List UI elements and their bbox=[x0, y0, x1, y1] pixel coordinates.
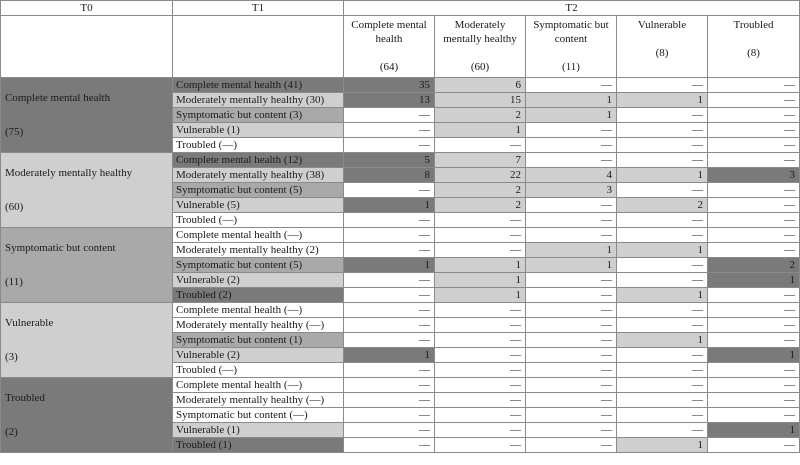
t2-value-cell: — bbox=[344, 393, 435, 408]
t2-value-cell: — bbox=[617, 393, 708, 408]
t1-label-cell: Moderately mentally healthy (30) bbox=[173, 93, 344, 108]
t0-group-cell bbox=[1, 228, 173, 303]
t1-label-cell: Moderately mentally healthy (—) bbox=[173, 318, 344, 333]
t2-value-cell: — bbox=[435, 348, 526, 363]
table-body bbox=[1, 78, 800, 453]
t2-value-cell: — bbox=[344, 108, 435, 123]
t1-label-cell: Complete mental health (—) bbox=[173, 378, 344, 393]
t1-label-cell: Complete mental health (—) bbox=[173, 303, 344, 318]
t2-value-cell: — bbox=[435, 228, 526, 243]
t2-value-cell: — bbox=[708, 93, 800, 108]
t2-value-cell: — bbox=[708, 78, 800, 93]
t1-label-cell: Troubled (—) bbox=[173, 363, 344, 378]
t2-col-count: (64) bbox=[379, 61, 399, 73]
t2-value-cell: — bbox=[435, 333, 526, 348]
t2-value-cell: 1 bbox=[435, 288, 526, 303]
t2-value-cell: — bbox=[435, 393, 526, 408]
t2-value-cell: — bbox=[435, 363, 526, 378]
t2-value-cell: 1 bbox=[526, 243, 617, 258]
t0-group-count: (11) bbox=[5, 276, 23, 288]
t2-value-cell: — bbox=[526, 363, 617, 378]
t0-group-count: (2) bbox=[5, 426, 18, 438]
t2-value-cell: — bbox=[526, 138, 617, 153]
t2-value-cell: — bbox=[344, 183, 435, 198]
t0-group-label: Complete mental health bbox=[5, 92, 111, 104]
t2-value-cell: — bbox=[526, 123, 617, 138]
t2-value-cell: — bbox=[708, 438, 800, 453]
t2-value-cell: — bbox=[526, 213, 617, 228]
t2-col-count: (8) bbox=[747, 47, 760, 59]
t2-value-cell: — bbox=[617, 258, 708, 273]
t2-value-cell: 1 bbox=[526, 108, 617, 123]
t2-value-cell: — bbox=[617, 273, 708, 288]
t2-value-cell: — bbox=[526, 348, 617, 363]
t2-value-cell: — bbox=[617, 408, 708, 423]
t2-value-cell: — bbox=[617, 303, 708, 318]
t2-value-cell: — bbox=[708, 318, 800, 333]
t2-value-cell: — bbox=[526, 78, 617, 93]
t2-value-cell: — bbox=[344, 228, 435, 243]
t0-group-count: (60) bbox=[5, 201, 24, 213]
t2-value-cell: 35 bbox=[344, 78, 435, 93]
t2-value-cell: 22 bbox=[435, 168, 526, 183]
t1-label-cell: Vulnerable (2) bbox=[173, 273, 344, 288]
t2-value-cell: — bbox=[344, 408, 435, 423]
t2-col-label: Troubled bbox=[733, 19, 774, 31]
t2-value-cell: — bbox=[344, 288, 435, 303]
t2-value-cell: 1 bbox=[617, 438, 708, 453]
t2-value-cell: — bbox=[617, 153, 708, 168]
t1-label-cell: Symptomatic but content (5) bbox=[173, 258, 344, 273]
t2-value-cell: — bbox=[708, 108, 800, 123]
t2-value-cell: — bbox=[617, 138, 708, 153]
t0-header-blank bbox=[1, 16, 173, 78]
t2-col-count: (60) bbox=[470, 61, 490, 73]
t0-group-count: (3) bbox=[5, 351, 18, 363]
t2-value-cell: 1 bbox=[617, 93, 708, 108]
t2-value-cell: — bbox=[344, 273, 435, 288]
table-row bbox=[1, 303, 800, 318]
t2-value-cell: — bbox=[526, 333, 617, 348]
t2-value-cell: 1 bbox=[435, 258, 526, 273]
t2-value-cell: — bbox=[617, 318, 708, 333]
t2-value-cell: — bbox=[526, 303, 617, 318]
t2-value-cell: — bbox=[708, 213, 800, 228]
t2-value-cell: — bbox=[526, 318, 617, 333]
t2-value-cell: 2 bbox=[435, 198, 526, 213]
table-row bbox=[1, 378, 800, 393]
t2-value-cell: 1 bbox=[435, 273, 526, 288]
t2-value-cell: — bbox=[708, 153, 800, 168]
t1-label-cell: Symptomatic but content (3) bbox=[173, 108, 344, 123]
t2-value-cell: — bbox=[344, 303, 435, 318]
t2-col-moderate bbox=[435, 16, 526, 78]
t0-group-cell bbox=[1, 303, 173, 378]
t2-col-label: Moderately mentally healthy bbox=[443, 19, 517, 45]
t0-group-label: Moderately mentally healthy bbox=[5, 167, 133, 179]
t2-value-cell: 13 bbox=[344, 93, 435, 108]
t2-value-cell: — bbox=[435, 138, 526, 153]
t2-value-cell: 1 bbox=[708, 273, 800, 288]
t1-label-cell: Vulnerable (5) bbox=[173, 198, 344, 213]
t2-value-cell: — bbox=[708, 198, 800, 213]
t2-value-cell: — bbox=[617, 108, 708, 123]
t2-value-cell: 5 bbox=[344, 153, 435, 168]
t2-value-cell: — bbox=[526, 408, 617, 423]
t0-group-cell bbox=[1, 153, 173, 228]
t2-value-cell: — bbox=[344, 138, 435, 153]
t2-value-cell: — bbox=[708, 408, 800, 423]
t2-value-cell: 7 bbox=[435, 153, 526, 168]
t2-col-vulnerable bbox=[617, 16, 708, 78]
t2-col-troubled bbox=[708, 16, 800, 78]
t1-label-cell: Symptomatic but content (—) bbox=[173, 408, 344, 423]
t2-value-cell: — bbox=[617, 123, 708, 138]
t2-value-cell: 15 bbox=[435, 93, 526, 108]
t2-value-cell: — bbox=[617, 228, 708, 243]
t2-value-cell: 6 bbox=[435, 78, 526, 93]
t2-value-cell: — bbox=[526, 288, 617, 303]
t2-value-cell: — bbox=[435, 408, 526, 423]
header-row-t2-columns bbox=[1, 16, 800, 78]
t1-label-cell: Moderately mentally healthy (—) bbox=[173, 393, 344, 408]
t1-label-cell: Moderately mentally healthy (2) bbox=[173, 243, 344, 258]
t2-col-symptomatic bbox=[526, 16, 617, 78]
t2-value-cell: 1 bbox=[617, 168, 708, 183]
t1-label-cell: Troubled (1) bbox=[173, 438, 344, 453]
t2-value-cell: — bbox=[526, 273, 617, 288]
t2-value-cell: — bbox=[344, 363, 435, 378]
t2-value-cell: 1 bbox=[617, 288, 708, 303]
t2-value-cell: — bbox=[435, 378, 526, 393]
table-row bbox=[1, 153, 800, 168]
t2-header: T2 bbox=[344, 1, 800, 16]
t2-value-cell: — bbox=[344, 423, 435, 438]
t1-label-cell: Vulnerable (1) bbox=[173, 423, 344, 438]
t2-value-cell: — bbox=[617, 78, 708, 93]
t2-col-label: Vulnerable bbox=[637, 19, 687, 31]
t1-header: T1 bbox=[173, 1, 344, 16]
t0-group-count: (75) bbox=[5, 126, 24, 138]
t2-value-cell: — bbox=[708, 378, 800, 393]
t2-value-cell: — bbox=[435, 423, 526, 438]
t1-label-cell: Troubled (2) bbox=[173, 288, 344, 303]
t2-col-count: (8) bbox=[655, 47, 669, 59]
t2-value-cell: 2 bbox=[617, 198, 708, 213]
t0-group-label: Vulnerable bbox=[5, 317, 54, 329]
t2-value-cell: — bbox=[344, 378, 435, 393]
t2-value-cell: — bbox=[708, 228, 800, 243]
t2-value-cell: — bbox=[708, 363, 800, 378]
t2-value-cell: — bbox=[617, 363, 708, 378]
t0-group-cell bbox=[1, 78, 173, 153]
t2-value-cell: — bbox=[526, 153, 617, 168]
t2-value-cell: — bbox=[708, 333, 800, 348]
t2-value-cell: — bbox=[708, 243, 800, 258]
t2-value-cell: 4 bbox=[526, 168, 617, 183]
t1-label-cell: Symptomatic but content (5) bbox=[173, 183, 344, 198]
t2-value-cell: — bbox=[344, 318, 435, 333]
t1-label-cell: Complete mental health (—) bbox=[173, 228, 344, 243]
t2-value-cell: 1 bbox=[617, 333, 708, 348]
t2-value-cell: — bbox=[617, 378, 708, 393]
header-row-top bbox=[1, 1, 800, 16]
t2-value-cell: 1 bbox=[344, 258, 435, 273]
t2-value-cell: 1 bbox=[708, 423, 800, 438]
t2-value-cell: — bbox=[617, 423, 708, 438]
t2-col-label: Symptomatic but content bbox=[533, 19, 609, 45]
t2-value-cell: — bbox=[526, 198, 617, 213]
t1-label-cell: Complete mental health (12) bbox=[173, 153, 344, 168]
t2-value-cell: — bbox=[344, 213, 435, 228]
t2-col-label: Complete mental health bbox=[351, 19, 427, 45]
t1-label-cell: Moderately mentally healthy (38) bbox=[173, 168, 344, 183]
t1-label-cell: Symptomatic but content (1) bbox=[173, 333, 344, 348]
t2-value-cell: — bbox=[435, 213, 526, 228]
t2-value-cell: 1 bbox=[344, 348, 435, 363]
t1-label-cell: Complete mental health (41) bbox=[173, 78, 344, 93]
t1-label-cell: Troubled (—) bbox=[173, 138, 344, 153]
t2-value-cell: — bbox=[708, 123, 800, 138]
t2-value-cell: — bbox=[435, 243, 526, 258]
t2-value-cell: 3 bbox=[708, 168, 800, 183]
t2-value-cell: — bbox=[708, 183, 800, 198]
t2-value-cell: — bbox=[708, 393, 800, 408]
t2-value-cell: — bbox=[617, 348, 708, 363]
t0-group-label: Symptomatic but content bbox=[5, 242, 116, 254]
t2-col-count: (11) bbox=[562, 61, 580, 73]
t2-value-cell: — bbox=[708, 288, 800, 303]
t2-value-cell: — bbox=[526, 393, 617, 408]
t0-group-cell bbox=[1, 378, 173, 453]
t2-value-cell: — bbox=[526, 438, 617, 453]
t2-col-complete bbox=[344, 16, 435, 78]
t2-value-cell: — bbox=[344, 438, 435, 453]
t2-value-cell: 1 bbox=[526, 258, 617, 273]
t2-value-cell: 2 bbox=[435, 108, 526, 123]
t2-value-cell: — bbox=[344, 243, 435, 258]
t1-label-cell: Vulnerable (2) bbox=[173, 348, 344, 363]
t2-value-cell: 2 bbox=[435, 183, 526, 198]
t2-value-cell: 1 bbox=[526, 93, 617, 108]
t2-value-cell: — bbox=[435, 318, 526, 333]
t2-value-cell: — bbox=[526, 228, 617, 243]
t2-value-cell: — bbox=[708, 303, 800, 318]
t0-group-label: Troubled bbox=[5, 392, 45, 404]
t2-value-cell: — bbox=[435, 303, 526, 318]
t2-value-cell: — bbox=[435, 438, 526, 453]
table-row bbox=[1, 78, 800, 93]
t1-label-cell: Troubled (—) bbox=[173, 213, 344, 228]
t1-label-cell: Vulnerable (1) bbox=[173, 123, 344, 138]
t2-value-cell: — bbox=[708, 138, 800, 153]
t2-value-cell: — bbox=[526, 378, 617, 393]
t2-value-cell: — bbox=[526, 423, 617, 438]
t2-value-cell: 8 bbox=[344, 168, 435, 183]
t2-value-cell: 1 bbox=[617, 243, 708, 258]
t2-value-cell: 2 bbox=[708, 258, 800, 273]
t2-value-cell: 3 bbox=[526, 183, 617, 198]
table-row bbox=[1, 228, 800, 243]
t2-value-cell: — bbox=[617, 213, 708, 228]
t2-value-cell: 1 bbox=[708, 348, 800, 363]
t2-value-cell: — bbox=[344, 333, 435, 348]
t2-value-cell: — bbox=[344, 123, 435, 138]
t0-header: T0 bbox=[1, 1, 173, 16]
t2-value-cell: 1 bbox=[344, 198, 435, 213]
t2-value-cell: 1 bbox=[435, 123, 526, 138]
t2-value-cell: — bbox=[617, 183, 708, 198]
t1-header-blank bbox=[173, 16, 344, 78]
